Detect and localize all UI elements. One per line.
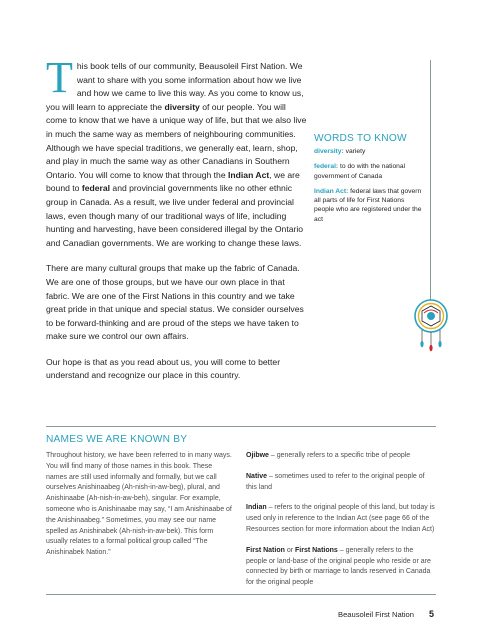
- text-segment: of our people. You will come to know that we have a unique way of life, but that we also live in much the same way as members of neighbouring communities. Although we have special traditions, we generally eat, learn, shop, and play in much the same way as other Canadians in Southern Ontario. You will come to know that through the: [46, 101, 307, 180]
- sidebar-divider: [430, 60, 431, 330]
- name-definition: First Nation or First Nations – generally refers to the people or land-base of the original people who reside or are connected by birth or marriage to lands reserved in Canada for the original people: [246, 546, 431, 587]
- definition-item: diversity: variety: [314, 148, 366, 155]
- section-rule-bottom: [46, 594, 436, 595]
- name-definition: Native – sometimes used to refer to the original people of this land: [246, 472, 425, 491]
- definition-item: Indian Act: federal laws that govern all parts of life for First Nations people who are registered under the act: [314, 187, 422, 223]
- words-to-know-title: WORDS TO KNOW: [314, 133, 407, 144]
- name-definition: Ojibwe – generally refers to a specific tribe of people: [246, 452, 411, 459]
- cultural-groups-paragraph: There are many cultural groups that make up the fabric of Canada. We are one of those groups, but we have our own place in that fabric. We are one of the First Nations in this country and we take great pride in that unique and special status. We consider ourselves to be forward-thinking and are proud of the steps we have taken to make sure we control our own affairs.: [46, 263, 304, 342]
- key-term: federal: [81, 183, 111, 194]
- page-number: 5: [429, 609, 435, 619]
- names-section-title: NAMES WE ARE KNOWN BY: [46, 434, 188, 445]
- words-to-know-box: [314, 133, 426, 230]
- dreamcatcher-medallion-icon: [412, 298, 450, 352]
- footer-title: Beausoleil First Nation: [338, 610, 414, 619]
- text-segment: , we are bound to: [46, 169, 300, 194]
- name-definition: Indian – refers to the original people of this land, but today is used only in reference to the Indian Act (see page 66 of the Resources section for more information about the Indian Act): [246, 504, 435, 533]
- hope-paragraph: Our hope is that as you read about us, you will come to better understand and recognize our place in this country.: [46, 356, 281, 381]
- definition-item: federal: to do with the national government of Canada: [314, 163, 406, 180]
- key-term: diversity: [164, 101, 200, 112]
- drop-cap: T: [46, 53, 73, 102]
- main-text: [46, 53, 308, 395]
- section-rule-top: [46, 426, 436, 427]
- key-term: Indian Act: [228, 169, 270, 180]
- text-segment: his book tells of our community, Beausoleil First Nation. We want to share with you some information about how we live and how we came to live this way. As you come to know us, you will learn to appreciate the: [46, 61, 304, 112]
- names-right-column: [246, 451, 436, 599]
- intro-paragraph: [46, 53, 308, 250]
- names-left-column: [46, 451, 232, 569]
- text-segment: and provincial governments like no other ethnic group in Canada. As a result, we live under federal and provincial laws, even though many of our traditional ways of life, including hunting and harvesting, have been considered illegal by the Ontario and Canadian governments. We are working to change these laws.: [46, 183, 304, 248]
- names-intro-text: Throughout history, we have been referred to in many ways. You will find many of those names in this book. These names are still used informally and formally, but we call ourselves Anishinaabeg (Ah-nish-in-aw-beg), plural, and Anishinaabe (Ah-nish-in-aw-beh), singular. For example, someone who is Anishinaabe may say, “I am Anishinaabe of the Anishinaabeg.” Sometimes, you may see our name spelled as Anishinabek (Ah-nish-in-aw-bek). This form usually relates to a formal political group called “The Anishinabek Nation.”: [46, 452, 232, 557]
